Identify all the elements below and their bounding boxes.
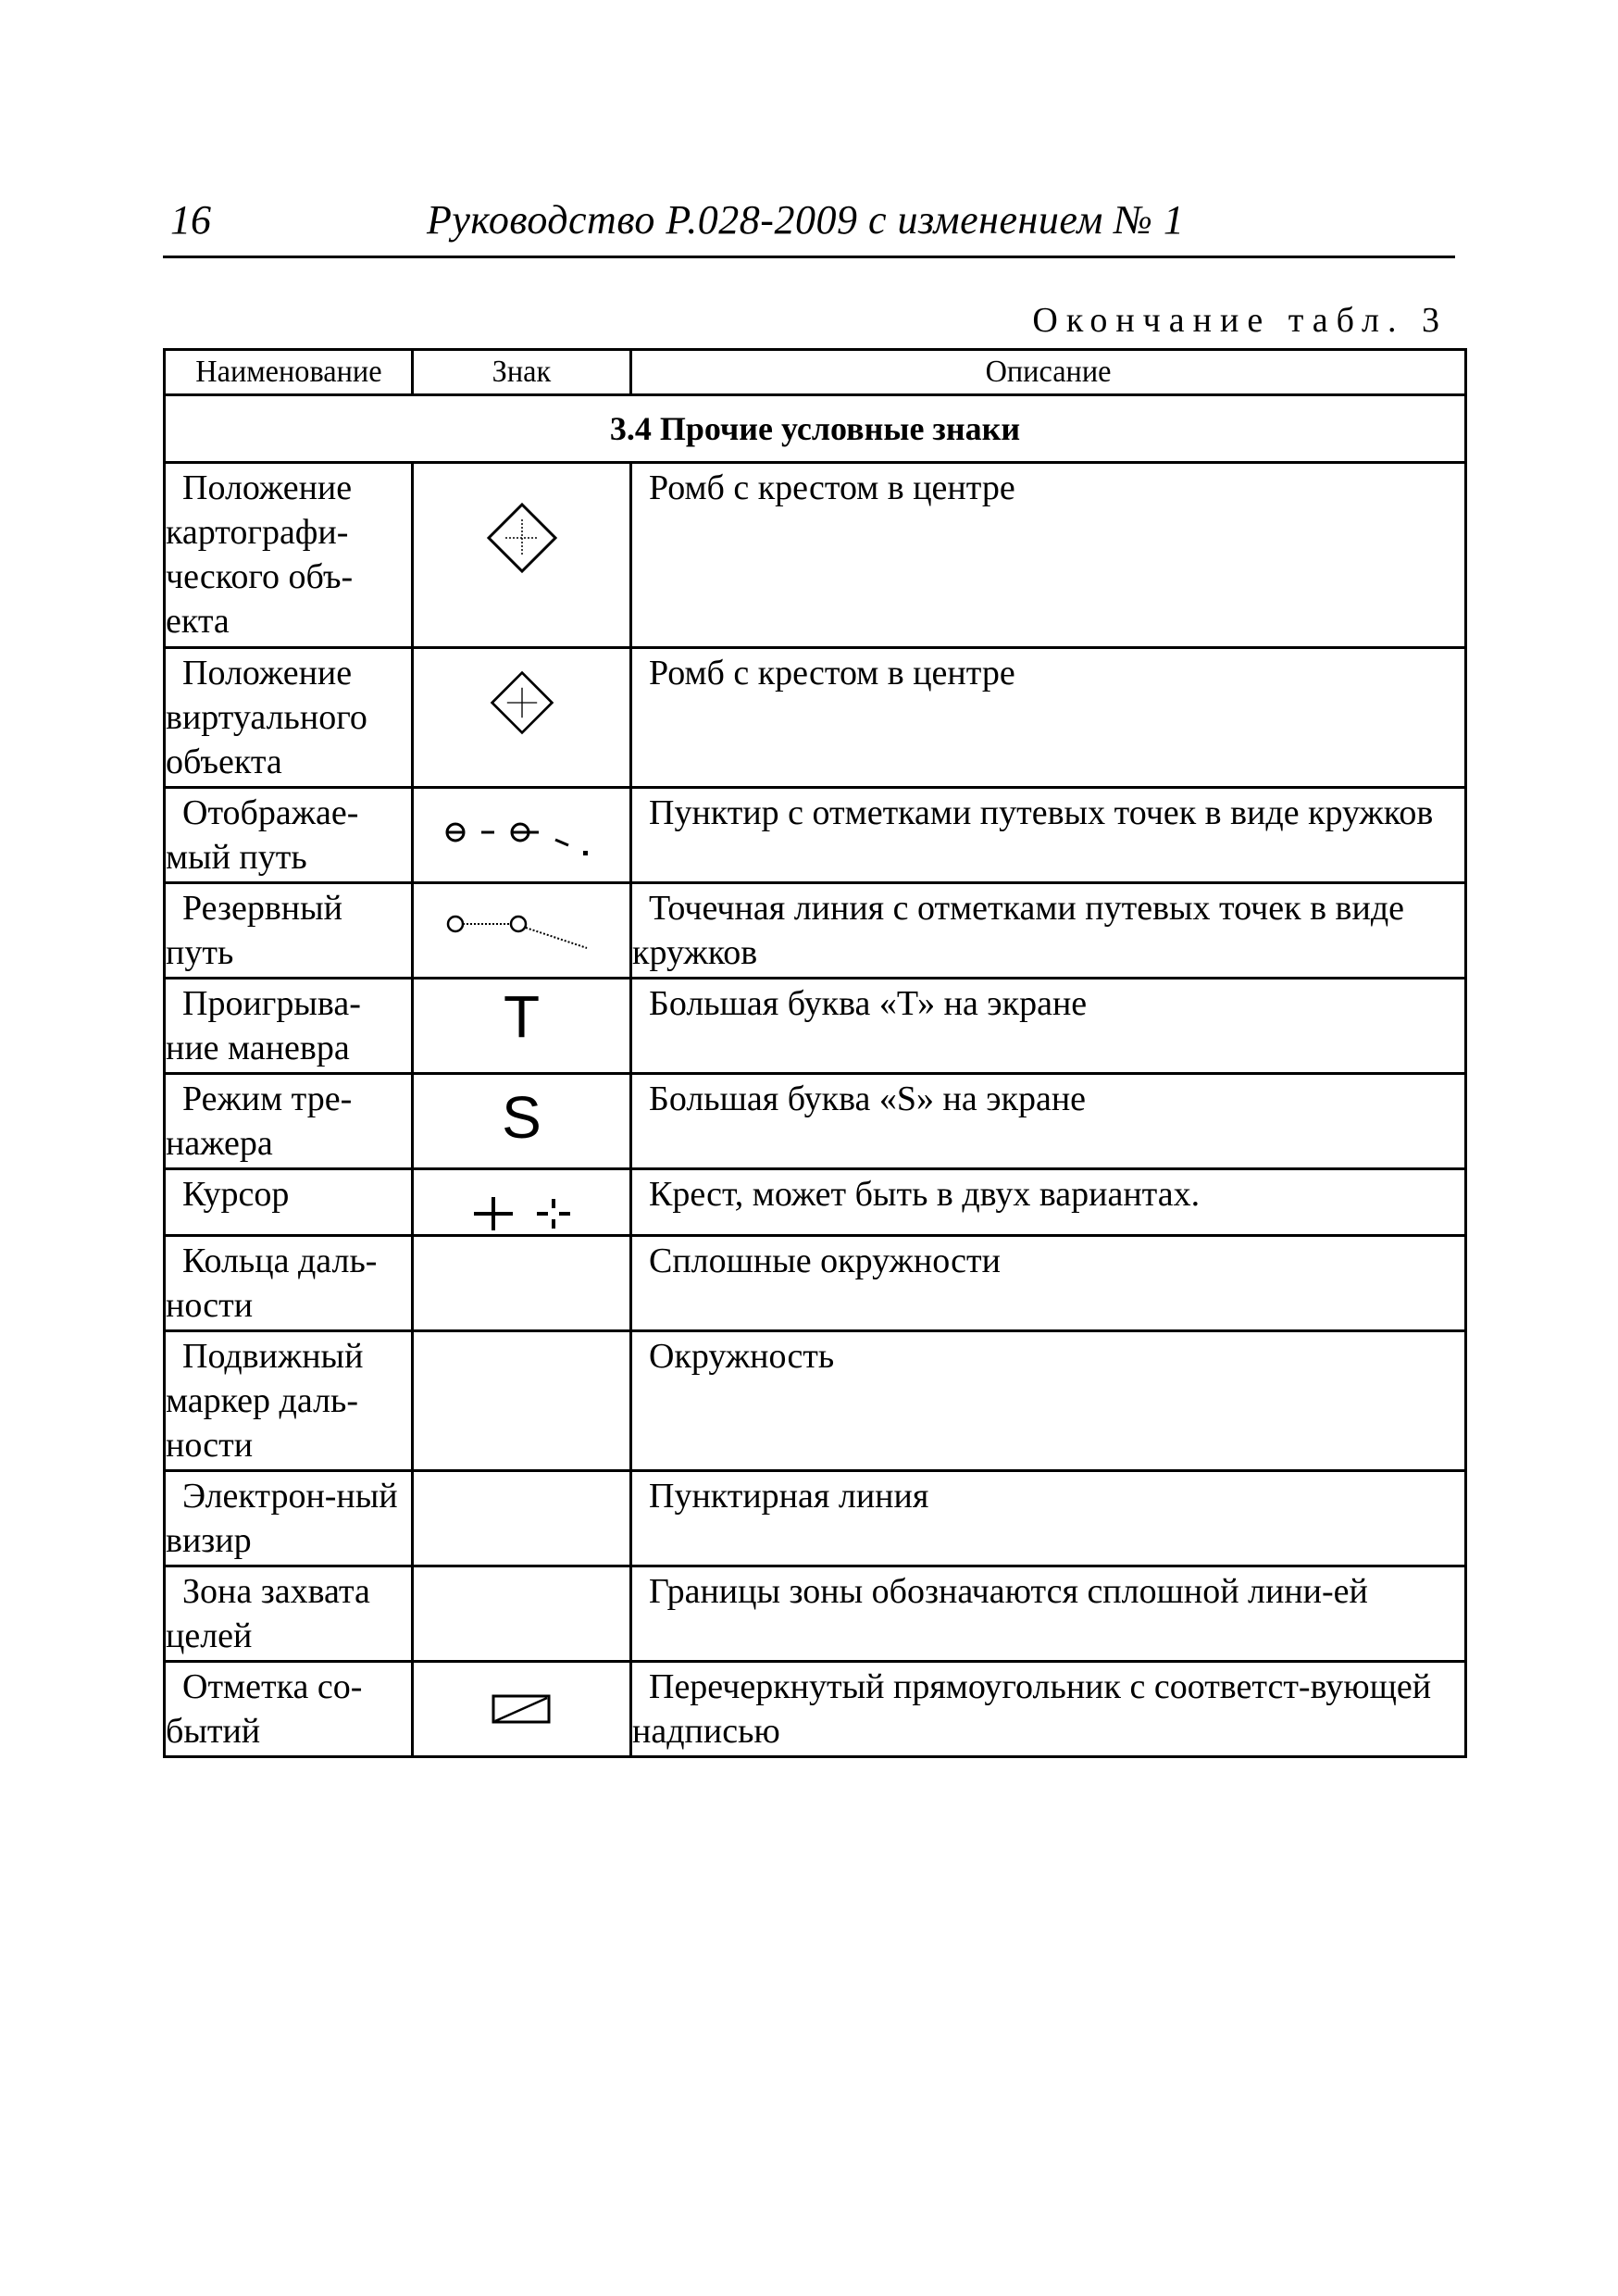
section-title: 3.4 Прочие условные знаки (165, 395, 1466, 463)
table-row (165, 979, 1466, 1074)
row-description: Ромб с крестом в центре (649, 468, 1015, 507)
column-header-description: Описание (631, 350, 1466, 395)
column-header-sign: Знак (413, 350, 631, 395)
table-row (165, 1074, 1466, 1169)
row-description: Большая буква «Т» на экране (649, 984, 1088, 1023)
row-description: Точечная линия с отметками путевых точек в виде кружков (632, 889, 1405, 972)
empty-sign-cell (413, 1471, 631, 1566)
section-row (165, 395, 1466, 463)
row-description: Ромб с крестом в центре (649, 654, 1015, 693)
letter-t-sign: T (503, 983, 541, 1050)
row-description: Пунктирная линия (649, 1477, 929, 1516)
crossed-rectangle-icon (490, 1691, 554, 1728)
row-name: Положение виртуального объекта (166, 654, 367, 781)
row-name: Отметка со-бытий (166, 1667, 363, 1751)
row-name: Кольца даль-ности (166, 1242, 378, 1325)
row-name: Резервный путь (166, 889, 342, 972)
row-description: Большая буква «S» на экране (649, 1079, 1087, 1118)
table-caption: Окончание табл. 3 (1032, 301, 1448, 340)
row-name: Подвижный маркер даль-ности (166, 1337, 364, 1465)
table-row (165, 883, 1466, 979)
diamond-cross-icon (489, 669, 555, 736)
empty-sign-cell (413, 1331, 631, 1471)
row-name: Режим тре-нажера (166, 1079, 353, 1163)
table-row (165, 463, 1466, 648)
empty-sign-cell (413, 1566, 631, 1662)
diamond-cross-icon (485, 501, 559, 575)
table-row (165, 1169, 1466, 1236)
table-row (165, 1331, 1466, 1471)
row-description: Перечеркнутый прямоугольник с соответст-вующей надписью (632, 1667, 1432, 1751)
table-row (165, 788, 1466, 883)
row-name: Курсор (182, 1175, 290, 1214)
row-description: Окружность (649, 1337, 835, 1376)
table-row (165, 1566, 1466, 1662)
row-name: Электрон-ный визир (166, 1477, 398, 1560)
row-name: Проигрыва-ние маневра (166, 984, 361, 1067)
letter-s-sign: S (502, 1084, 541, 1151)
row-name: Зона захвата целей (166, 1572, 370, 1655)
row-description: Сплошные окружности (649, 1242, 1001, 1280)
row-name: Положение картографи-ческого объ-екта (166, 468, 354, 641)
table-row (165, 1471, 1466, 1566)
row-description: Пунктир с отметками путевых точек в виде кружков (649, 793, 1434, 832)
empty-sign-cell (413, 1236, 631, 1331)
row-name: Отображае-мый путь (166, 793, 359, 877)
running-title: Руководство Р.028-2009 с изменением № 1 (427, 197, 1185, 243)
table-row (165, 1236, 1466, 1331)
column-header-name: Наименование (165, 350, 413, 395)
table-header-row (165, 350, 1466, 395)
cursor-cross-icon (457, 1190, 587, 1232)
table-row (165, 648, 1466, 788)
table-row (165, 1662, 1466, 1757)
dotted-route-icon (439, 907, 605, 954)
row-description: Границы зоны обозначаются сплошной лини-ей (649, 1572, 1368, 1611)
page-number: 16 (170, 197, 211, 243)
dashed-route-icon (439, 812, 605, 858)
symbols-table (163, 348, 1467, 1758)
page-header (163, 196, 1455, 258)
row-description: Крест, может быть в двух вариантах. (649, 1175, 1201, 1214)
